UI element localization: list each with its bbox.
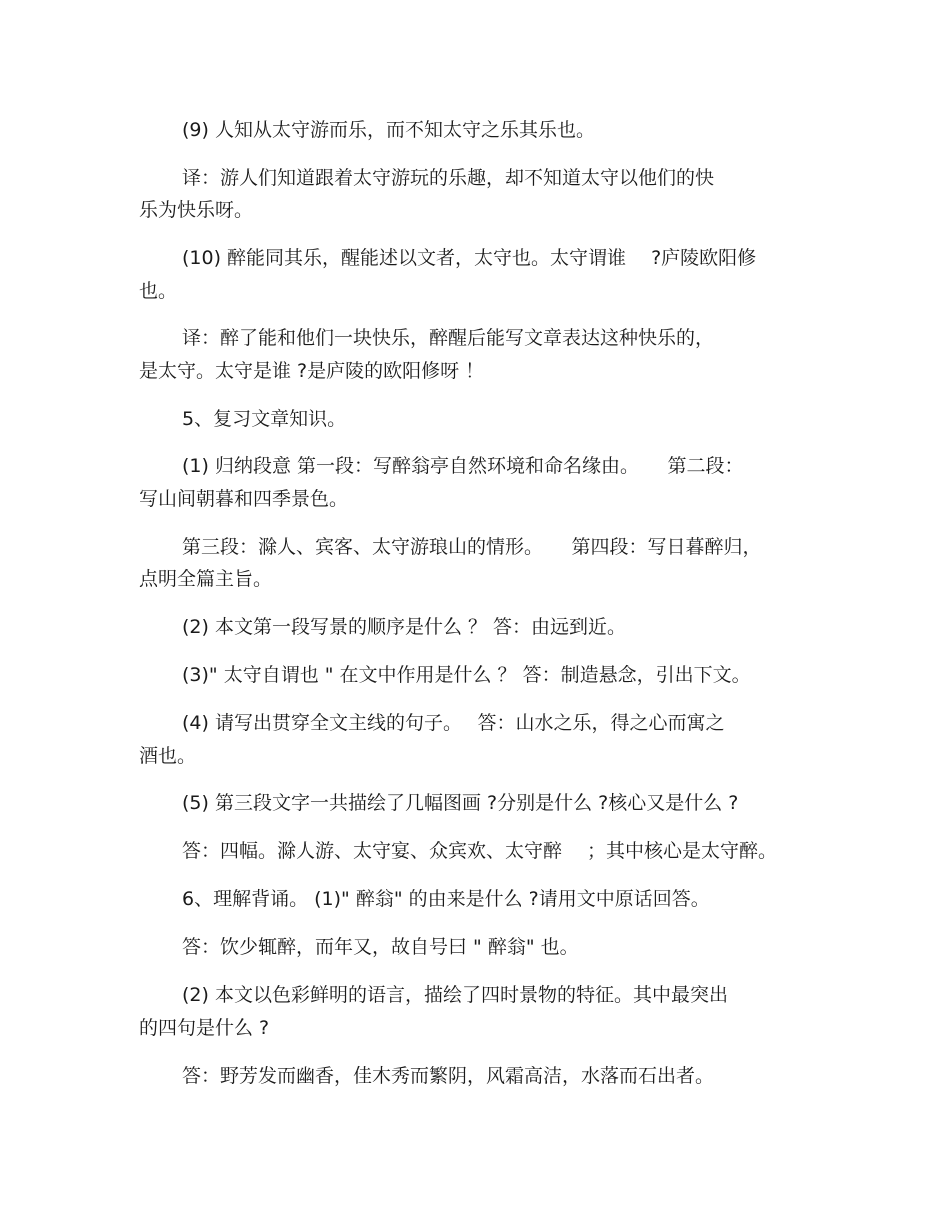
section-heading: 6、理解背诵。 (1)" 醉翁" 的由来是什么 ?请用文中原话回答。 — [182, 888, 710, 910]
text-line: (3)" 太守自谓也 " 在文中作用是什么 ？ 答：制造悬念，引出下文。 — [182, 664, 751, 686]
text-line: 的四句是什么 ? — [139, 1017, 270, 1039]
text-line: 答：四幅。滁人游、太守宴、众宾欢、太守醉 ；其中核心是太守醉。 — [182, 840, 778, 862]
text-line: (2) 本文以色彩鲜明的语言，描绘了四时景物的特征。其中最突出 — [182, 984, 728, 1006]
text-line: (1) 归纳段意 第一段：写醉翁亭自然环境和命名缘由。 第二段： — [182, 455, 744, 477]
text-line: 第三段：滁人、宾客、太守游琅山的情形。 第四段：写日暮醉归， — [182, 536, 762, 558]
text-line: 乐为快乐呀。 — [139, 199, 254, 221]
text-line: (5) 第三段文字一共描绘了几幅图画 ?分别是什么 ?核心又是什么 ? — [182, 792, 739, 814]
text-line: (4) 请写出贯穿全文主线的句子。 答：山水之乐，得之心而寓之 — [182, 712, 725, 734]
text-line: 酒也。 — [139, 745, 197, 767]
text-line: 译：游人们知道跟着太守游玩的乐趣，却不知道太守以他们的快 — [182, 167, 715, 189]
text-line: 答：饮少辄醉，而年又，故自号曰 " 醉翁" 也。 — [182, 936, 579, 958]
text-line: (2) 本文第一段写景的顺序是什么 ？ 答：由远到近。 — [182, 616, 627, 638]
section-heading: 5、复习文章知识。 — [182, 408, 347, 430]
text-line: (10) 醉能同其乐，醒能述以文者，太守也。太守谓谁 ?庐陵欧阳修 — [182, 247, 757, 269]
text-line: 点明全篇主旨。 — [139, 568, 273, 590]
text-line: 译：醉了能和他们一块快乐，醉醒后能写文章表达这种快乐的， — [182, 327, 715, 349]
text-line: (9) 人知从太守游而乐，而不知太守之乐其乐也。 — [182, 119, 595, 141]
text-line: 写山间朝暮和四季景色。 — [139, 488, 349, 510]
text-line: 也。 — [139, 280, 178, 302]
text-line: 答：野芳发而幽香，佳木秀而繁阴，风霜高洁，水落而石出者。 — [182, 1065, 715, 1087]
text-line: 是太守。太守是谁 ?是庐陵的欧阳修呀 ！ — [139, 360, 485, 382]
